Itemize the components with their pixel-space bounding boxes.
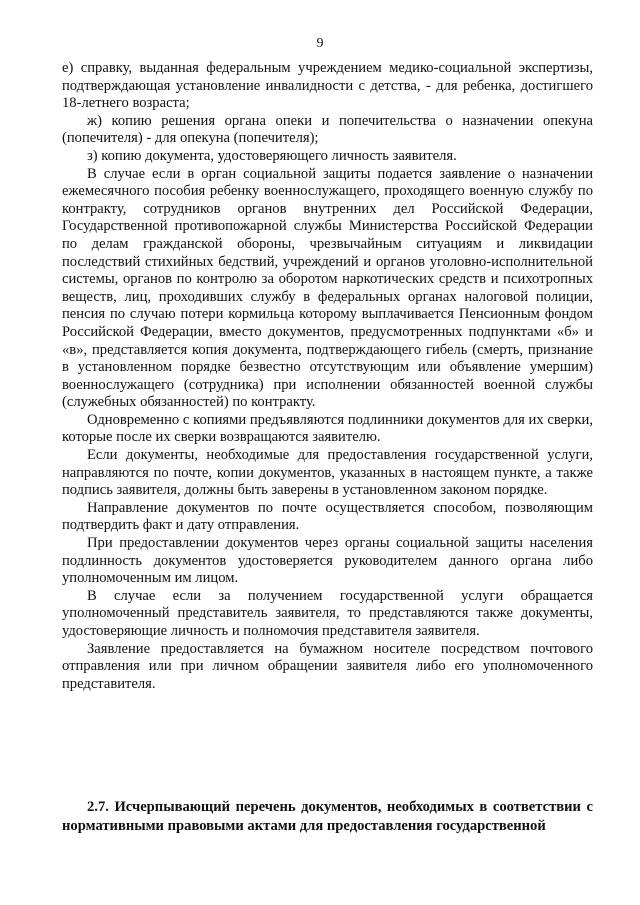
paragraph-social-protection: При предоставлении документов через органы социальной защиты населения подлинность документов удостоверяется руководителем данного органа либо уполномоченным им лицом. <box>62 535 593 587</box>
section-heading: 2.7. Исчерпывающий перечень документов, необходимых в соответствии с нормативными правовыми актами для предоставления государственной <box>62 799 593 834</box>
paragraph-originals: Одновременно с копиями предъявляются подлинники документов для их сверки, которые после их сверки возвращаются заявителю. <box>62 411 593 446</box>
paragraph-application-form: Заявление предоставляется на бумажном носителе посредством почтового отправления или при личном обращении заявителя либо его уполномоченного представителя. <box>62 640 593 692</box>
list-item-e: е) справку, выданная федеральным учреждением медико-социальной экспертизы, подтверждающая установление инвалидности с детства, - для ребенка, достигшего 18-летнего возраста; <box>62 60 593 112</box>
paragraph-postal-method: Направление документов по почте осуществляется способом, позволяющим подтвердить факт и дату отправления. <box>62 499 593 534</box>
paragraph-postal-copies: Если документы, необходимые для предоставления государственной услуги, направляются по почте, копии документов, указанных в настоящем пункте, а также подпись заявителя, должны быть заверены в установленном законом порядке. <box>62 447 593 499</box>
paragraph-representative: В случае если за получением государственной услуги обращается уполномоченный представитель заявителя, то представляются также документы, удостоверяющие личность и полномочия представителя заявителя. <box>62 587 593 639</box>
list-item-zh: ж) копию решения органа опеки и попечительства о назначении опекуна (попечителя) - для опекуна (попечителя); <box>62 112 593 147</box>
page-number: 9 <box>316 36 324 51</box>
document-body <box>62 60 593 693</box>
list-item-z: з) копию документа, удостоверяющего личность заявителя. <box>87 147 457 164</box>
paragraph-military-benefit: В случае если в орган социальной защиты подается заявление о назначении ежемесячного пособия ребенку военнослужащего, проходящего военную службу по контракту, сотрудников органов внутренних дел Российской Федерации, Государственной противопожарной службы Министерства Российской Федерации по делам гражданской обороны, чрезвычайным ситуациям и ликвидации последствий стихийных бедствий, учреждений и органов уголовно-исполнительной системы, органов по контролю за оборотом наркотических средств и психотропных веществ, лиц, проходивших службу в федеральных органах налоговой полиции, пенсия по случаю потери кормильца которому выплачивается Пенсионным фондом Российской Федерации, вместо документов, предусмотренных подпунктами «б» и «в», представляется копия документа, подтверждающего гибель (смерть, признание в установленном порядке безвестно отсутствующим или объявление умершим) военнослужащего (сотрудника) при исполнении обязанностей военной службы (служебных обязанностей) по контракту. <box>62 165 593 411</box>
